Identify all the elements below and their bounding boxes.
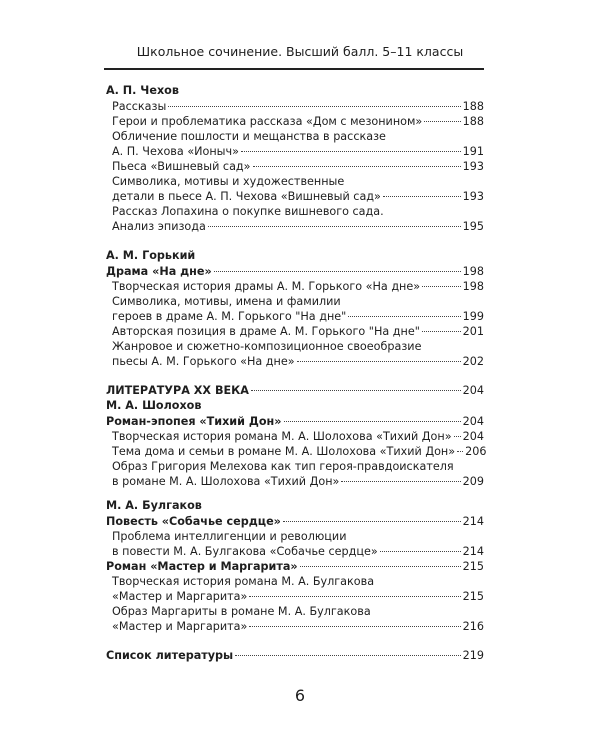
toc-entry[interactable]: [106, 324, 484, 339]
toc-entry-text: Анализ эпизода: [112, 220, 206, 233]
dot-leader: [249, 626, 460, 627]
dot-leader: [380, 551, 461, 552]
toc-entry-text: героев в драме А. М. Горького "На дне": [112, 310, 347, 323]
dot-leader: [422, 331, 461, 332]
dot-leader: [235, 655, 460, 656]
dot-leader: [214, 271, 461, 272]
toc-page-number: 191: [462, 145, 484, 158]
toc-page-number: 193: [462, 190, 484, 203]
toc-page-number: 199: [462, 310, 484, 323]
toc-page-number: 204: [462, 384, 484, 397]
toc-entry[interactable]: [106, 99, 484, 114]
toc-entry-text: в повести М. А. Булгакова «Собачье сердце»: [112, 545, 378, 558]
dot-leader: [457, 451, 463, 452]
toc-page-number: 204: [462, 415, 484, 428]
toc-page-number: 193: [462, 160, 484, 173]
toc-entry-text: Авторская позиция в драме А. М. Горького "На дне": [112, 325, 420, 338]
toc-entry[interactable]: [106, 574, 484, 604]
toc-entry[interactable]: [106, 429, 484, 444]
toc-entry-text: Герои и проблематика рассказа «Дом с мезонином»: [112, 115, 423, 128]
toc-page-number: 219: [462, 649, 484, 662]
dot-leader: [454, 436, 461, 437]
toc-entry[interactable]: [106, 129, 484, 159]
section-title: А. М. Горький: [106, 249, 196, 262]
toc-page-number: 215: [462, 590, 484, 603]
header-rule: [104, 68, 484, 70]
dot-leader: [422, 286, 461, 287]
toc-entry-text: А. П. Чехова «Ионыч»: [112, 145, 239, 158]
toc-entry[interactable]: [106, 444, 487, 459]
toc-entry-text: Жанровое и сюжетно-композиционное своеобразие: [112, 340, 422, 353]
toc-entry[interactable]: [106, 114, 484, 129]
toc-entry[interactable]: [106, 514, 484, 529]
toc-page-number: 188: [462, 115, 484, 128]
dot-leader: [284, 421, 461, 422]
toc-entry[interactable]: [106, 529, 484, 559]
toc-entry-text: Творческая история драмы А. М. Горького «На дне»: [112, 280, 421, 293]
section-title: А. П. Чехов: [106, 84, 179, 97]
section-spacer: [106, 489, 484, 498]
section-title: М. А. Булгаков: [106, 499, 202, 512]
toc-page-number: 198: [462, 280, 484, 293]
toc-page-number: 214: [462, 545, 484, 558]
toc-entry[interactable]: [106, 174, 484, 204]
dot-leader: [249, 596, 460, 597]
toc-page-number: 209: [462, 475, 484, 488]
toc-entry[interactable]: [106, 459, 484, 489]
toc-entry-text: ЛИТЕРАТУРА XX ВЕКА: [106, 384, 249, 397]
toc-entry[interactable]: [106, 648, 484, 663]
toc-entry-text: Роман «Мастер и Маргарита»: [106, 560, 298, 573]
section-spacer: [106, 634, 484, 648]
section-title: М. А. Шолохов: [106, 399, 202, 412]
dot-leader: [297, 361, 461, 362]
toc-entry-text: Роман-эпопея «Тихий Дон»: [106, 415, 282, 428]
toc-page-number: 201: [462, 325, 484, 338]
section-spacer: [106, 234, 484, 248]
toc-entry-text: Образ Григория Мелехова как тип героя-правдоискателя: [112, 460, 454, 473]
toc-entry[interactable]: [106, 279, 484, 294]
toc-entry[interactable]: [106, 159, 484, 174]
toc-entry[interactable]: [106, 604, 484, 634]
toc-entry-text: Образ Маргариты в романе М. А. Булгакова: [112, 605, 371, 618]
toc-page-number: 206: [465, 445, 487, 458]
toc-entry-text: пьесы А. М. Горького «На дне»: [112, 355, 295, 368]
toc-page-number: 202: [462, 355, 484, 368]
dot-leader: [168, 106, 460, 107]
dot-leader: [424, 121, 460, 122]
toc-entry-text: Список литературы: [106, 649, 234, 662]
toc-page-number: 188: [462, 100, 484, 113]
toc-entry[interactable]: [106, 264, 484, 279]
toc-entry-text: Рассказы: [112, 100, 167, 113]
toc-page-number: 198: [462, 265, 484, 278]
toc-entry-text: Пьеса «Вишневый сад»: [112, 160, 251, 173]
dot-leader: [253, 166, 461, 167]
running-header: Школьное сочинение. Высший балл. 5–11 классы: [136, 44, 464, 59]
toc-entry[interactable]: [106, 204, 484, 234]
toc-page-number: 195: [462, 220, 484, 233]
toc-entry-text: Символика, мотивы и художественные: [112, 175, 345, 188]
dot-leader: [341, 481, 460, 482]
toc-entry-text: Повесть «Собачье сердце»: [106, 515, 281, 528]
toc-entry-text: Драма «На дне»: [106, 265, 212, 278]
dot-leader: [383, 196, 461, 197]
toc-entry-text: Творческая история романа М. А. Шолохова «Тихий Дон»: [112, 430, 452, 443]
toc-entry-text: «Мастер и Маргарита»: [112, 620, 248, 633]
toc-page-number: 216: [462, 620, 484, 633]
dot-leader: [348, 316, 460, 317]
toc-entry-text: Проблема интеллигенции и революции: [112, 530, 347, 543]
toc-entry[interactable]: [106, 414, 484, 429]
toc-entry-text: «Мастер и Маргарита»: [112, 590, 248, 603]
toc-page-number: 215: [462, 560, 484, 573]
toc-page-number: 204: [462, 430, 484, 443]
toc-entry[interactable]: [106, 339, 484, 369]
toc-entry-text: Символика, мотивы, имена и фамилии: [112, 295, 341, 308]
dot-leader: [241, 151, 461, 152]
toc-entry[interactable]: [106, 559, 484, 574]
toc-entry-text: Творческая история романа М. А. Булгакова: [112, 575, 375, 588]
toc-entry[interactable]: [106, 383, 484, 398]
section-spacer: [106, 369, 484, 383]
toc-entry-text: Тема дома и семьи в романе М. А. Шолохова «Тихий Дон»: [112, 445, 456, 458]
page-number: 6: [294, 686, 306, 705]
toc-entry-text: детали в пьесе А. П. Чехова «Вишневый сад»: [112, 190, 381, 203]
dot-leader: [300, 566, 461, 567]
dot-leader: [208, 226, 461, 227]
toc-entry[interactable]: [106, 294, 484, 324]
dot-leader: [283, 521, 461, 522]
toc-entry-text: Обличение пошлости и мещанства в рассказе: [112, 130, 386, 143]
table-of-contents: [106, 83, 487, 663]
dot-leader: [251, 390, 461, 391]
toc-entry-text: в романе М. А. Шолохова «Тихий Дон»: [112, 475, 340, 488]
toc-entry-text: Рассказ Лопахина о покупке вишневого сада.: [112, 205, 384, 218]
toc-page-number: 214: [462, 515, 484, 528]
